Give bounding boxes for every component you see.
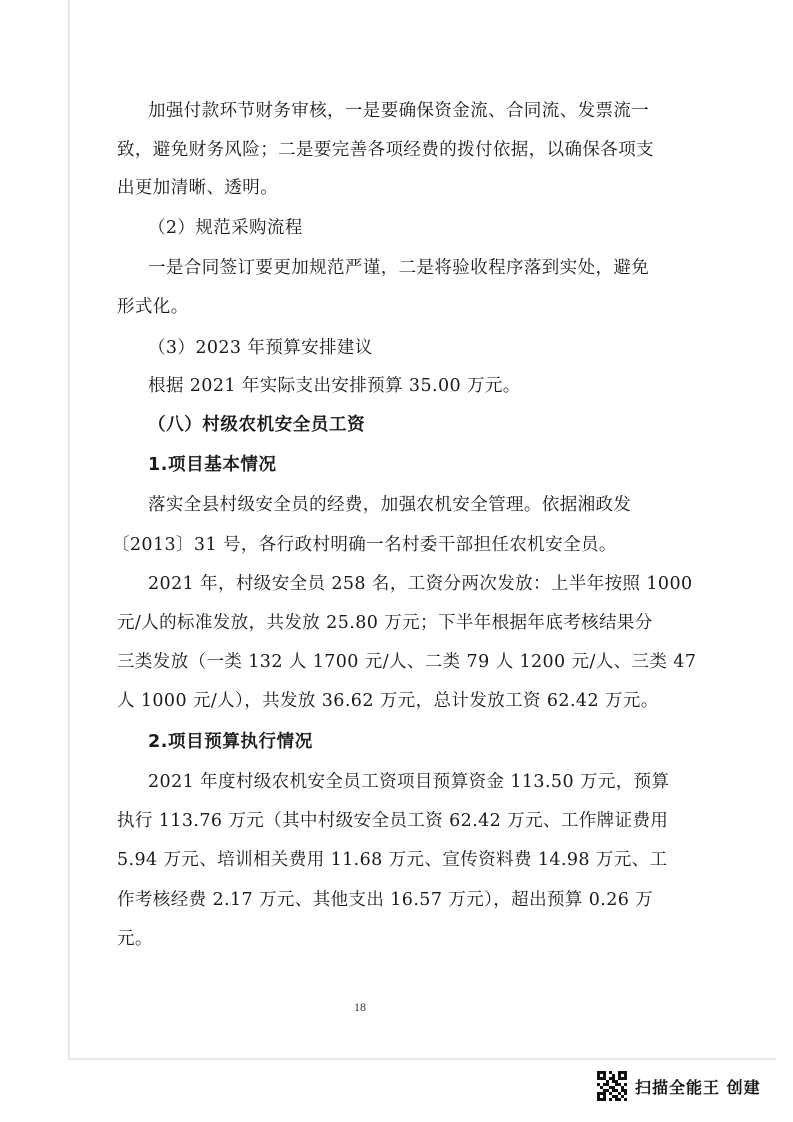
watermark-text: 扫描全能王 创建 — [635, 1077, 761, 1097]
paragraph-line: 根据 2021 年实际支出安排预算 35.00 万元。 — [148, 376, 521, 396]
page-number: 18 — [354, 1000, 366, 1014]
paragraph-line: 作考核经费 2.17 万元、其他支出 16.57 万元），超出预算 0.26 万 — [117, 890, 654, 910]
subsection-heading: 2.项目预算执行情况 — [148, 732, 313, 752]
qr-code-icon — [597, 1071, 627, 1101]
paragraph-line: 执行 113.76 万元（其中村级安全员工资 62.42 万元、工作牌证费用 — [117, 811, 669, 831]
paragraph-line: 出更加清晰、透明。 — [117, 178, 279, 198]
paragraph-line: 2021 年，村级安全员 258 名，工资分两次发放：上半年按照 1000 — [148, 574, 693, 594]
paragraph-line: 元/人的标准发放，共发放 25.80 万元；下半年根据年底考核结果分 — [117, 613, 653, 633]
subsection-title: （3）2023 年预算安排建议 — [148, 338, 373, 358]
paragraph-line: 人 1000 元/人），共发放 36.62 万元，总计发放工资 62.42 万元。 — [117, 691, 659, 711]
paragraph-line: 形式化。 — [117, 297, 189, 317]
paragraph-line: 元。 — [117, 929, 153, 949]
scanner-watermark — [597, 1071, 761, 1101]
paragraph-line: 〔2013〕31 号，各行政村明确一名村委干部担任农机安全员。 — [112, 535, 617, 555]
paragraph-line: 5.94 万元、培训相关费用 11.68 万元、宣传资料费 14.98 万元、工 — [117, 850, 668, 870]
section-heading: （八）村级农机安全员工资 — [148, 415, 366, 435]
subsection-heading: 1.项目基本情况 — [148, 455, 277, 475]
paragraph-line: 2021 年度村级农机安全员工资项目预算资金 113.50 万元，预算 — [148, 772, 670, 792]
paragraph-line: 三类发放（一类 132 人 1700 元/人、二类 79 人 1200 元/人、三类 47 — [117, 652, 697, 672]
subsection-title: （2）规范采购流程 — [148, 218, 303, 238]
paragraph-line: 加强付款环节财务审核，一是要确保资金流、合同流、发票流一 — [148, 101, 650, 121]
paragraph-line: 落实全县村级安全员的经费，加强农机安全管理。依据湘政发 — [148, 495, 632, 515]
paragraph-line: 致，避免财务风险；二是要完善各项经费的拨付依据，以确保各项支 — [117, 140, 654, 160]
paragraph-line: 一是合同签订要更加规范严谨，二是将验收程序落到实处，避免 — [148, 258, 650, 278]
